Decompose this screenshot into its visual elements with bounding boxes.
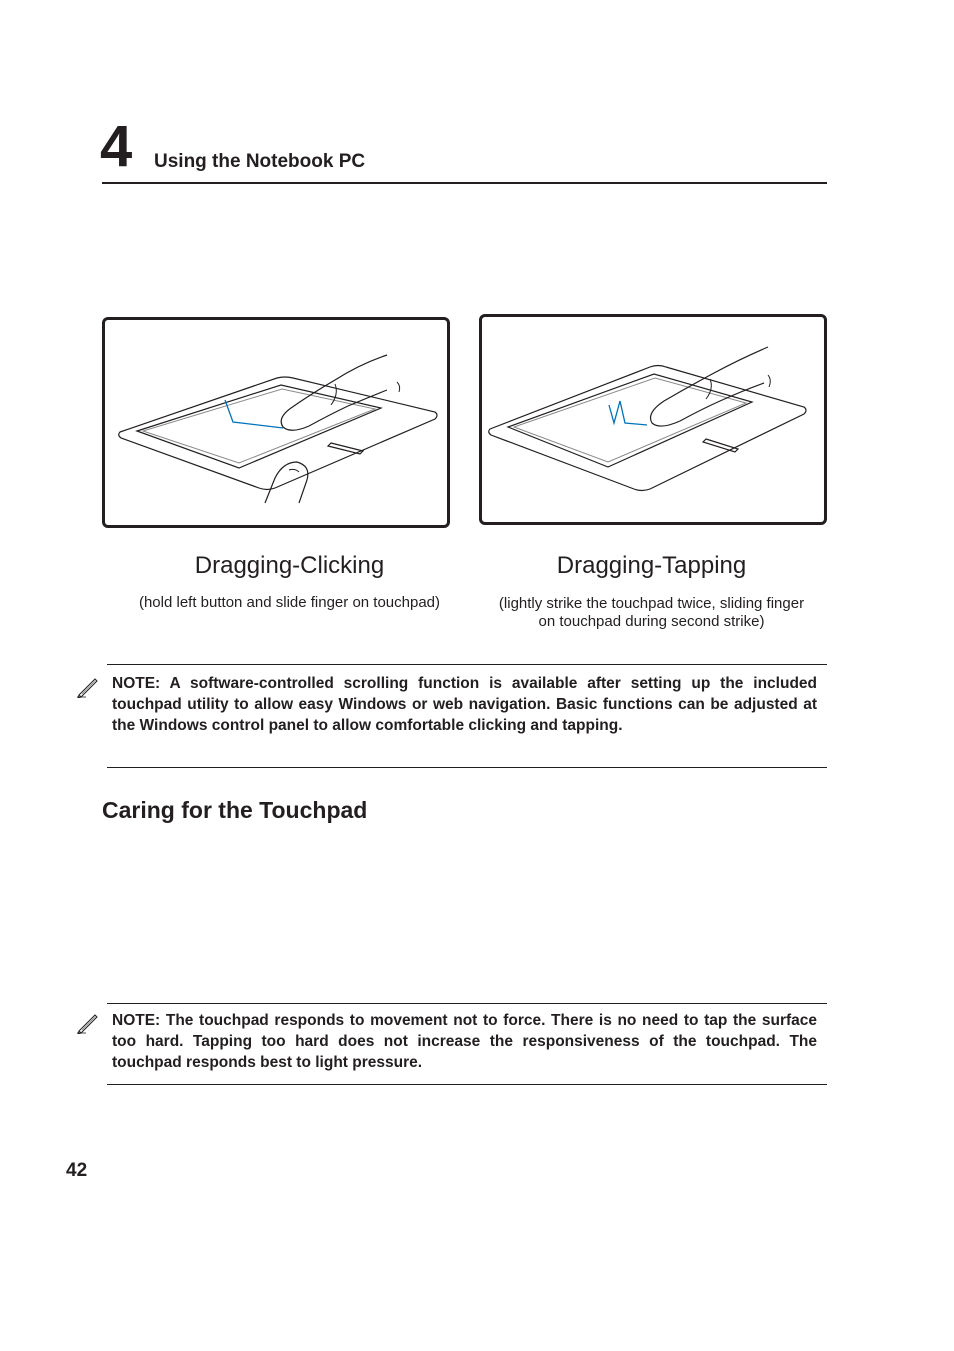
touchpad-tap-drawing [482,317,824,522]
dragging-tapping-caption: Dragging-Tapping [556,552,747,579]
dragging-tapping-description [476,595,827,631]
note-pressure-text: NOTE: The touchpad responds to movement not to force. There is no need to tap the surface too hard. Tapping too hard does not increase the responsiveness of the touchpad. The touchpad responds best to light pressure. [112,1012,817,1071]
page-number: 42 [66,1160,88,1181]
pencil-icon [76,676,100,698]
header-rule [102,182,827,184]
dragging-tapping-description-line1: (lightly strike the touchpad twice, sliding finger [498,595,805,612]
note-bottom-rule [107,767,827,768]
note-top-rule [107,664,827,665]
note-top-rule [107,1003,827,1004]
chapter-number: 4 [100,114,133,179]
dragging-tapping-illustration [479,314,827,525]
pencil-icon [76,1012,100,1034]
dragging-clicking-illustration [102,317,450,528]
dragging-clicking-description: (hold left button and slide finger on touchpad) [138,594,441,611]
dragging-clicking-caption: Dragging-Clicking [194,552,385,579]
section-title: Caring for the Touchpad [102,797,368,823]
note-bottom-rule [107,1084,827,1085]
note-scrolling-text: NOTE: A software-controlled scrolling function is available after setting up the included touchpad utility to allow easy Windows or web navigation. Basic functions can be adjusted at the Windows control panel to allow comfortable clicking and tapping. [112,675,817,734]
touchpad-click-drawing [105,320,447,525]
chapter-title: Using the Notebook PC [154,151,366,172]
dragging-tapping-description-line2: on touchpad during second strike) [538,613,765,630]
